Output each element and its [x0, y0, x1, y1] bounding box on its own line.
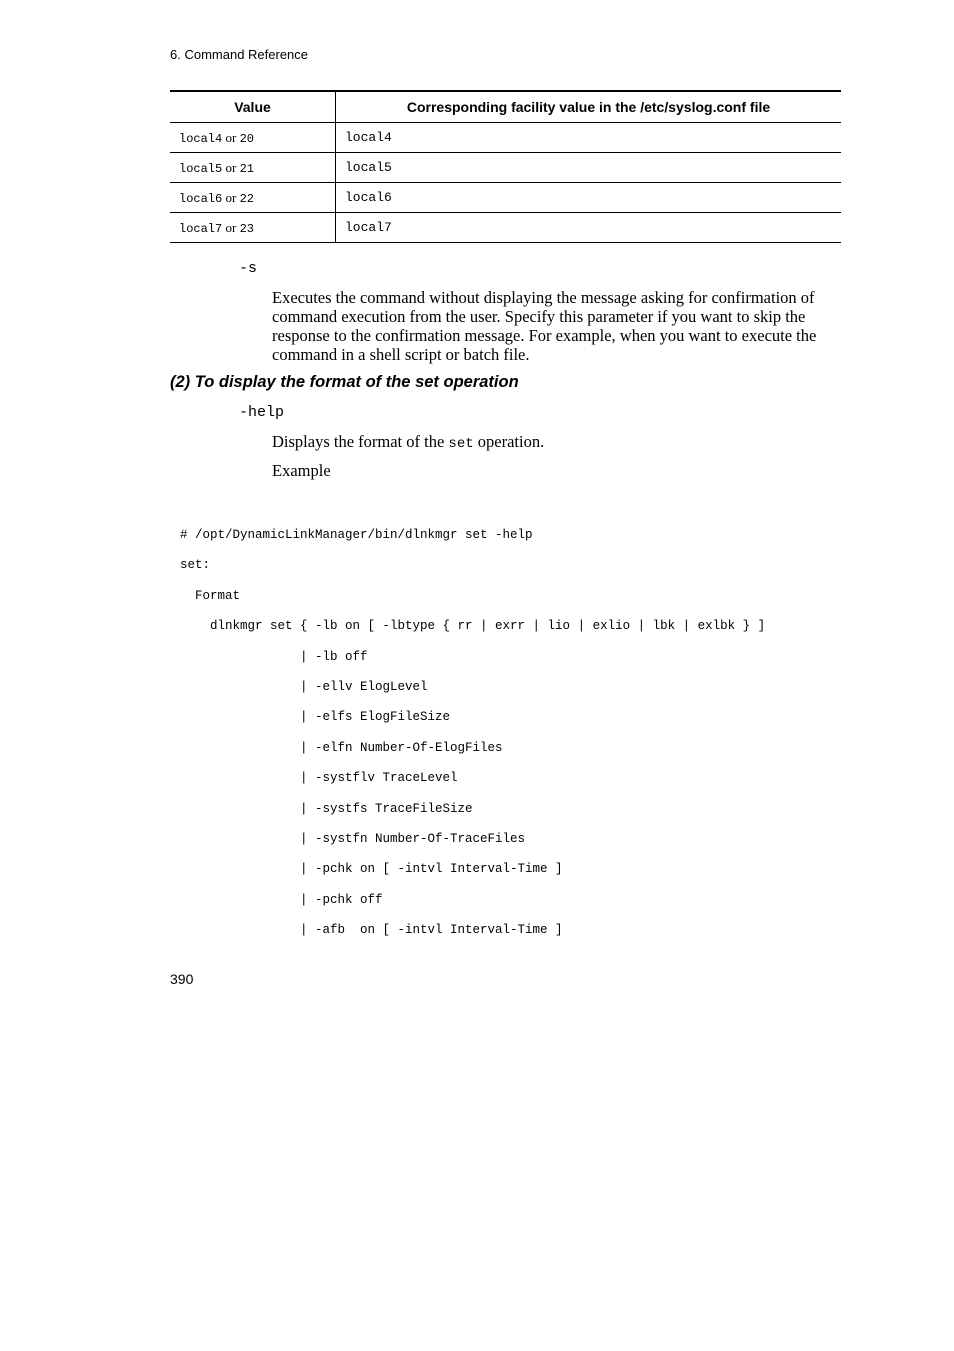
value-cell: [170, 123, 336, 153]
value-name: local7: [179, 221, 223, 236]
value-cell: [170, 213, 336, 243]
value-or: or: [225, 189, 237, 205]
code-line: | -lb off: [180, 649, 368, 664]
example-label: Example: [272, 461, 331, 480]
table-row: [170, 183, 841, 213]
help-desc-after: operation.: [473, 432, 545, 451]
value-name: local6: [179, 191, 223, 206]
facility-cell: local4: [336, 123, 842, 153]
code-line: | -elfs ElogFileSize: [180, 710, 451, 725]
facility-cell: local7: [336, 213, 842, 243]
column-header-value: Value: [170, 91, 336, 123]
value-or: or: [225, 219, 237, 235]
code-line: | -systfn Number-Of-TraceFiles: [180, 832, 526, 847]
running-header: 6. Command Reference: [170, 47, 309, 62]
section-heading: (2) To display the format of the set operation: [170, 373, 519, 391]
facility-cell: local6: [336, 183, 842, 213]
code-line: Format: [180, 588, 241, 603]
s-parameter-description: Executes the command without displaying the message asking for confirmation of command execution from the user. Specify this parameter if you want to skip the response to the confirmation message. For example, when you want to execute the command in a shell script or batch file.: [272, 288, 817, 364]
code-line: | -elfn Number-Of-ElogFiles: [180, 740, 503, 755]
s-parameter-name: -s: [239, 260, 258, 277]
code-line: # /opt/DynamicLinkManager/bin/dlnkmgr set -help: [180, 528, 533, 542]
code-line: | -pchk on [ -intvl Interval-Time ]: [180, 862, 563, 877]
table-row: [170, 153, 841, 183]
value-number: 21: [239, 161, 254, 176]
value-cell: [170, 153, 336, 183]
table-row: [170, 213, 841, 243]
value-number: 22: [239, 191, 254, 206]
code-line: dlnkmgr set { -lb on [ -lbtype { rr | exrr | lio | exlio | lbk | exlbk } ]: [180, 619, 766, 634]
code-line: | -systflv TraceLevel: [180, 771, 458, 786]
code-line: | -systfs TraceFileSize: [180, 801, 473, 816]
value-name: local5: [179, 161, 223, 176]
code-line: | -pchk off: [180, 892, 383, 907]
value-or: or: [225, 129, 237, 145]
table-row: [170, 123, 841, 153]
code-line: | -afb on [ -intvl Interval-Time ]: [180, 923, 563, 938]
help-desc-before: Displays the format of the: [272, 432, 449, 451]
value-number: 20: [239, 131, 254, 146]
column-header-facility: Corresponding facility value in the /etc/syslog.conf file: [336, 91, 842, 123]
table-header-row: [170, 91, 841, 123]
value-or: or: [225, 159, 237, 175]
facility-value-table: [170, 90, 841, 243]
facility-cell: local5: [336, 153, 842, 183]
code-line: set:: [180, 558, 211, 573]
value-name: local4: [179, 131, 223, 146]
value-number: 23: [239, 221, 254, 236]
page-number: 390: [170, 971, 194, 987]
help-parameter-name: -help: [239, 404, 285, 421]
code-example: [180, 520, 765, 946]
help-parameter-description: [272, 432, 842, 454]
code-line: | -ellv ElogLevel: [180, 680, 428, 695]
help-desc-code: set: [448, 436, 474, 452]
value-cell: [170, 183, 336, 213]
